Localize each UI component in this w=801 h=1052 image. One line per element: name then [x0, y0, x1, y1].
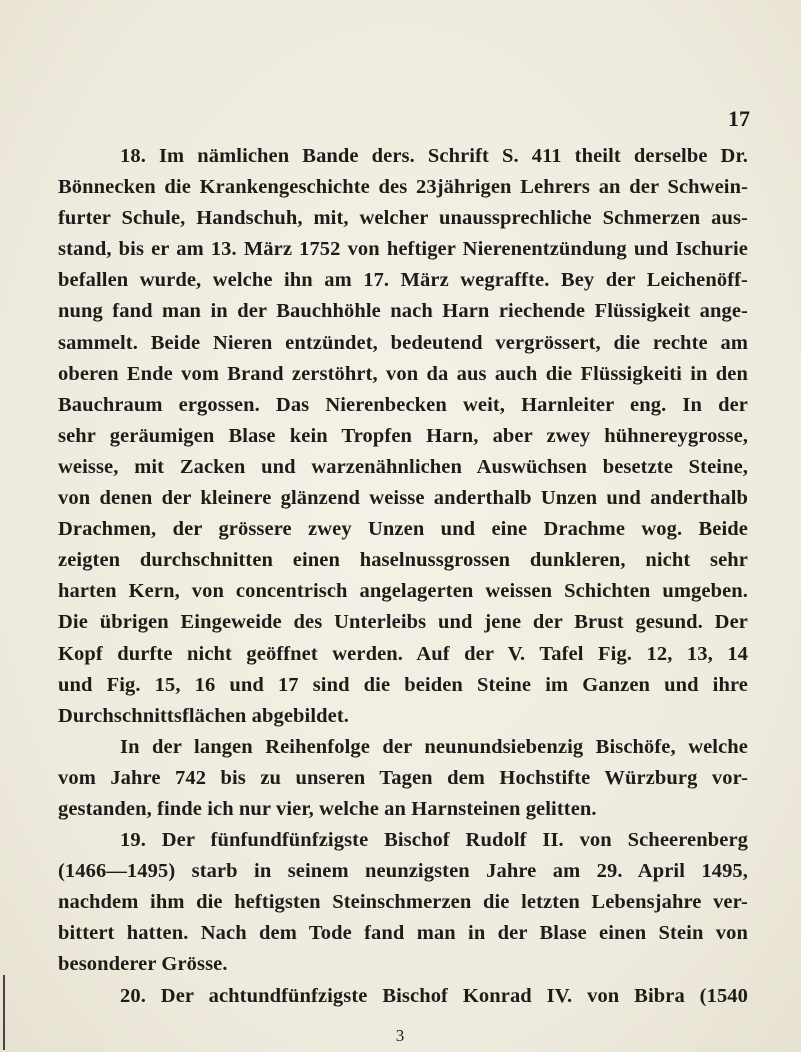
text-line: 20. Der achtundfünfzigste Bischof Konrad IV. von Bibra (1540: [120, 984, 748, 1007]
text-line: besonderer Grösse.: [58, 953, 228, 976]
text-line: Durchschnittsflächen abgebildet.: [58, 704, 349, 727]
text-line: In der langen Reihenfolge der neunundsiebenzig Bischöfe, welche: [120, 735, 748, 758]
text-line: 19. Der fünfundfünfzigste Bischof Rudolf II. von Scheerenberg: [120, 829, 748, 852]
text-line: 18. Im nämlichen Bande ders. Schrift S. 411 theilt derselbe Dr.: [120, 145, 748, 167]
text-line: bittert hatten. Nach dem Tode fand man in der Blase einen Stein von: [58, 922, 748, 945]
text-line: nung fand man in der Bauchhöhle nach Harn riechende Flüssigkeit ange-: [58, 300, 748, 323]
text-line: sehr geräumigen Blase kein Tropfen Harn, aber zwey hühnereygrosse,: [58, 424, 748, 447]
text-line: vom Jahre 742 bis zu unseren Tagen dem Hochstifte Würzburg vor-: [58, 766, 748, 789]
text-line: sammelt. Beide Nieren entzündet, bedeutend vergrössert, die rechte am: [58, 331, 748, 354]
text-line: furter Schule, Handschuh, mit, welcher unaussprechliche Schmerzen aus-: [58, 207, 748, 230]
text-line: (1466—1495) starb in seinem neunzigsten Jahre am 29. April 1495,: [58, 860, 748, 883]
text-line: nachdem ihm die heftigsten Steinschmerzen die letzten Lebensjahre ver-: [58, 891, 748, 914]
text-line: Drachmen, der grössere zwey Unzen und eine Drachme wog. Beide: [58, 518, 748, 541]
text-line: Bauchraum ergossen. Das Nierenbecken weit, Harnleiter eng. In der: [58, 393, 748, 416]
page-edge-mark: [3, 975, 5, 1050]
text-line: befallen wurde, welche ihn am 17. März wegraffte. Bey der Leichenöff-: [58, 269, 748, 292]
text-line: harten Kern, von concentrisch angelagerten weissen Schichten umgeben.: [58, 580, 748, 603]
text-line: Bönnecken die Krankengeschichte des 23jährigen Lehrers an der Schwein-: [58, 176, 748, 199]
text-line: weisse, mit Zacken und warzenähnlichen Auswüchsen besetzte Steine,: [58, 455, 748, 478]
signature-mark: 3: [395, 1026, 405, 1045]
text-line: zeigten durchschnitten einen haselnussgrossen dunkleren, nicht sehr: [58, 549, 748, 572]
text-line: von denen der kleinere glänzend weisse anderthalb Unzen und anderthalb: [58, 487, 748, 510]
text-line: Die übrigen Eingeweide des Unterleibs und jene der Brust gesund. Der: [58, 611, 748, 634]
text-line: und Fig. 15, 16 und 17 sind die beiden Steine im Ganzen und ihre: [58, 673, 748, 696]
text-line: oberen Ende vom Brand zerstöhrt, von da aus auch die Flüssigkeiti in den: [58, 362, 748, 385]
text-line: stand, bis er am 13. März 1752 von heftiger Nierenentzündung und Ischurie: [58, 238, 748, 261]
body-text: [58, 141, 748, 1012]
text-line: gestanden, finde ich nur vier, welche an Harnsteinen gelitten.: [58, 797, 597, 820]
text-line: Kopf durfte nicht geöffnet werden. Auf der V. Tafel Fig. 12, 13, 14: [58, 642, 748, 665]
page-number: 17: [728, 106, 750, 131]
